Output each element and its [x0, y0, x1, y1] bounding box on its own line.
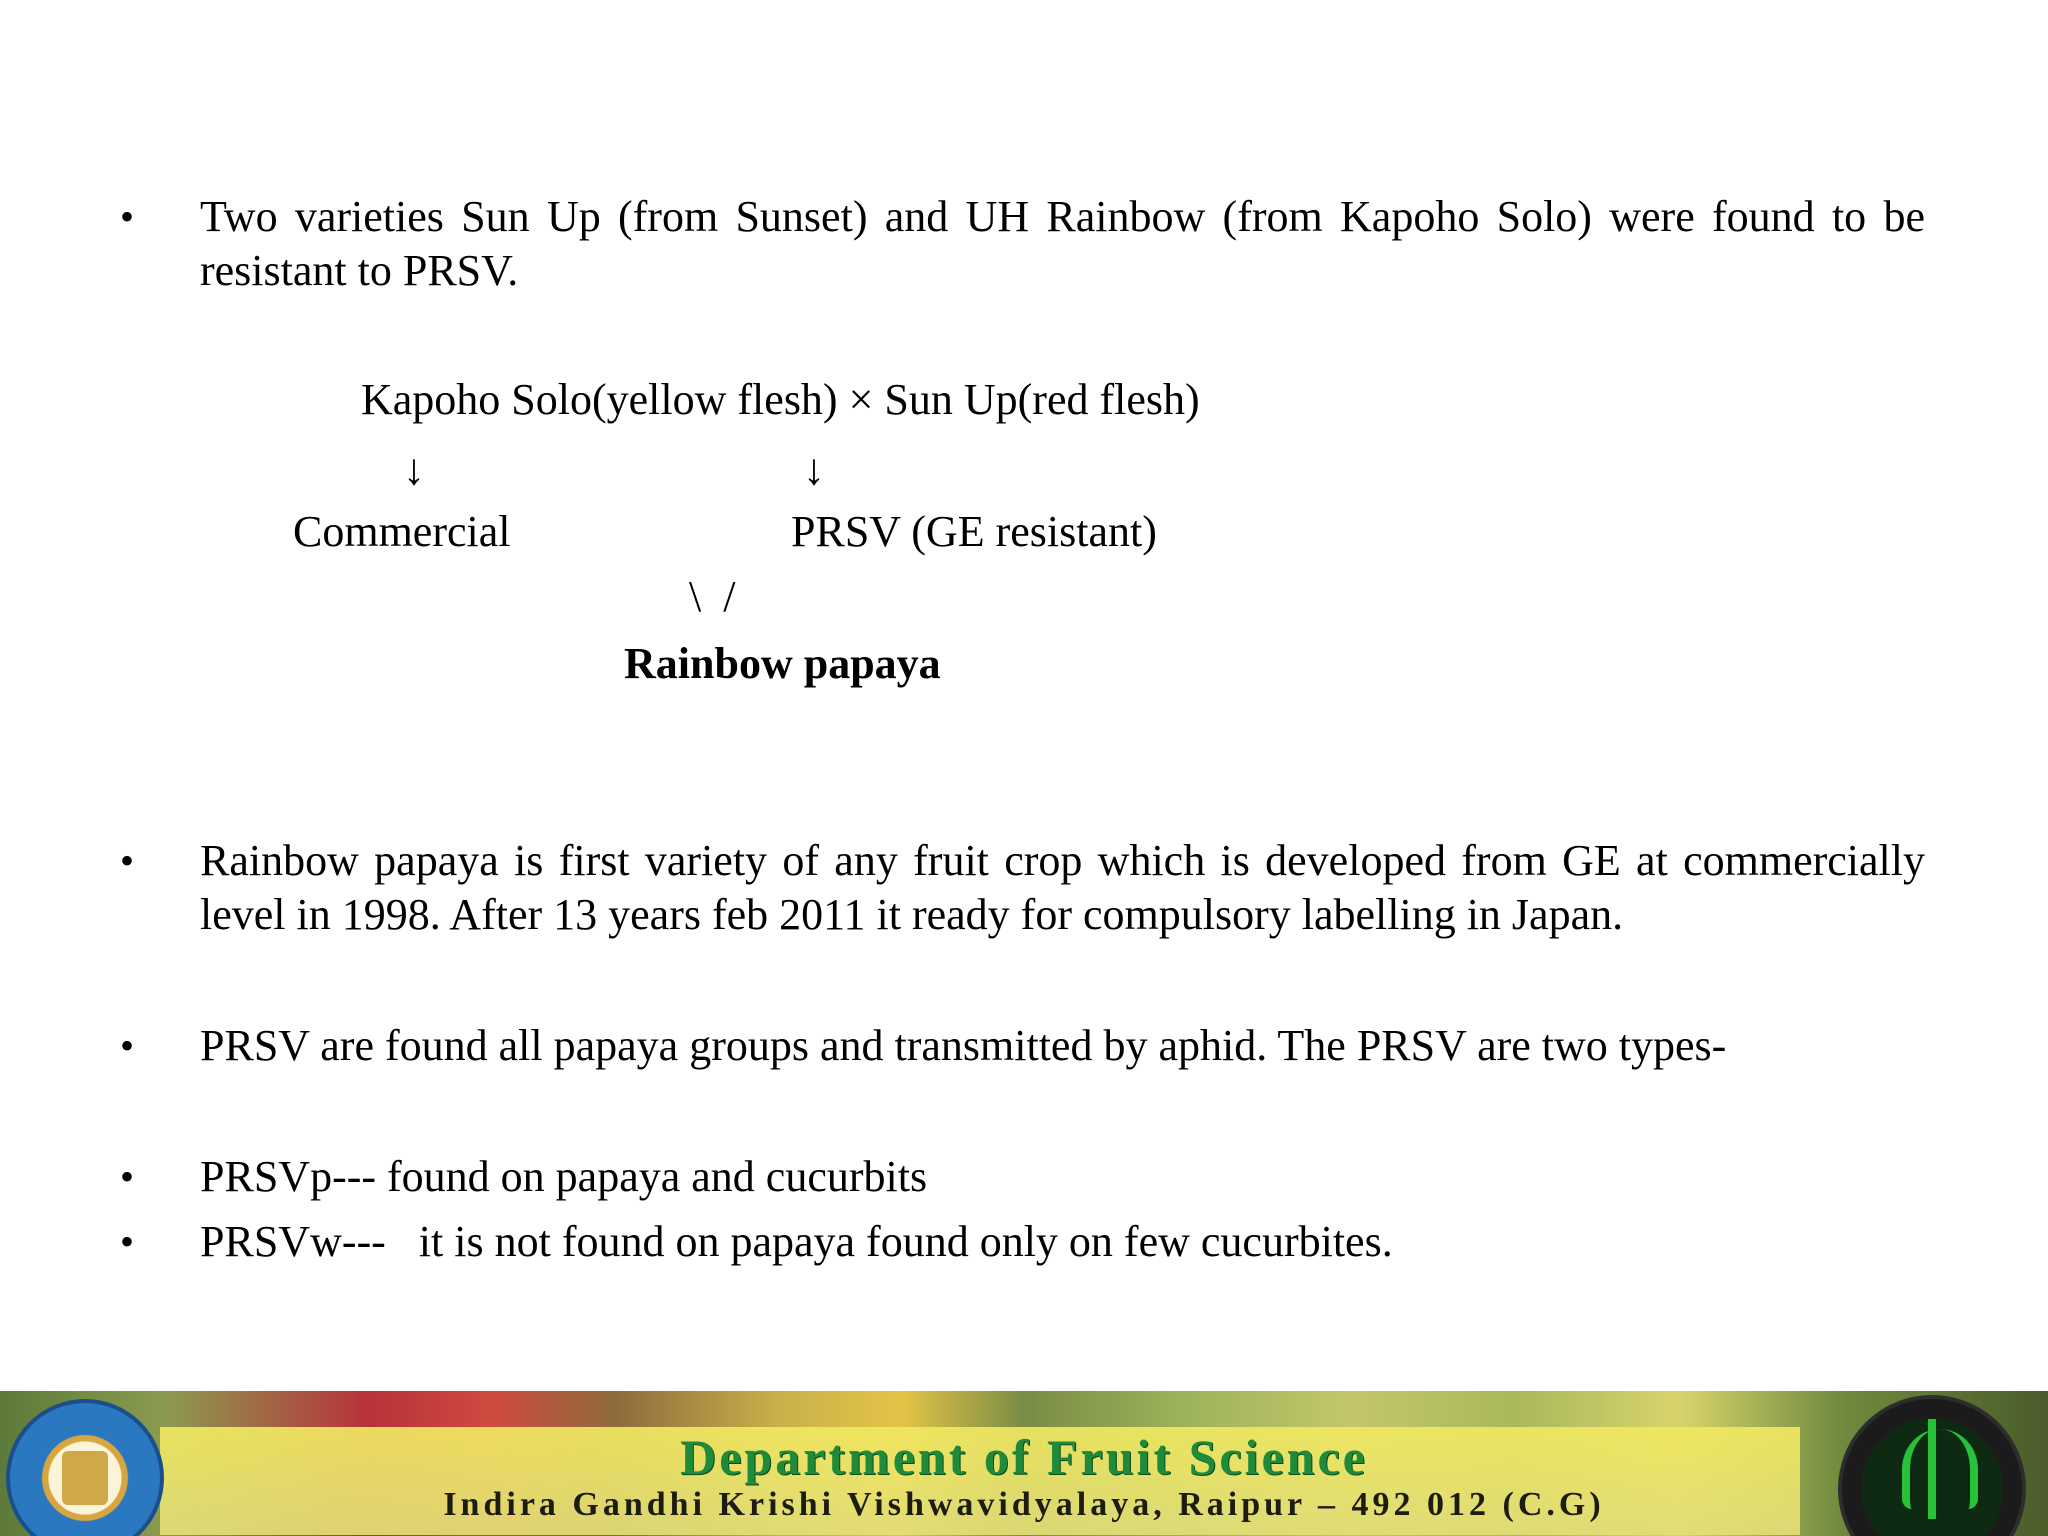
footer-subtitle: Indira Gandhi Krishi Vishwavidyalaya, Raipur – 492 012 (C.G): [443, 1486, 1605, 1523]
bullet-text: PRSVw--- it is not found on papaya found only on few cucurbites.: [200, 1217, 1393, 1266]
bullet-dot: •: [120, 838, 135, 883]
bullet-dot: •: [120, 1023, 135, 1068]
cross-parents: Kapoho Solo(yellow flesh) × Sun Up(red flesh): [361, 375, 1200, 424]
footer-banner: [0, 1391, 2048, 1536]
arrow-down-right-icon: ↓: [803, 445, 825, 494]
bullet-dot: •: [120, 194, 135, 239]
bullet-text: Two varieties Sun Up (from Sunset) and UH Rainbow (from Kapoho Solo) were found to be resistant to PRSV.: [200, 192, 1925, 295]
bullet-text: PRSVp--- found on papaya and cucurbits: [200, 1152, 928, 1201]
footer-title: Department of Fruit Science: [680, 1429, 1368, 1485]
bullet-dot: •: [120, 1154, 135, 1199]
cross-right-label: PRSV (GE resistant): [791, 507, 1157, 556]
cross-left-label: Commercial: [293, 507, 511, 556]
bullet-text: Rainbow papaya is first variety of any fruit crop which is developed from GE at commercially level in 1998. After 13 years feb 2011 it ready for compulsory labelling in Japan.: [200, 836, 1925, 939]
bullet-text: PRSV are found all papaya groups and transmitted by aphid. The PRSV are two types-: [200, 1021, 1727, 1070]
arrow-down-left-icon: ↓: [403, 445, 425, 494]
cross-result: Rainbow papaya: [624, 639, 941, 688]
bullet-dot: •: [120, 1219, 135, 1264]
merge-lines-icon: \ /: [689, 572, 736, 621]
